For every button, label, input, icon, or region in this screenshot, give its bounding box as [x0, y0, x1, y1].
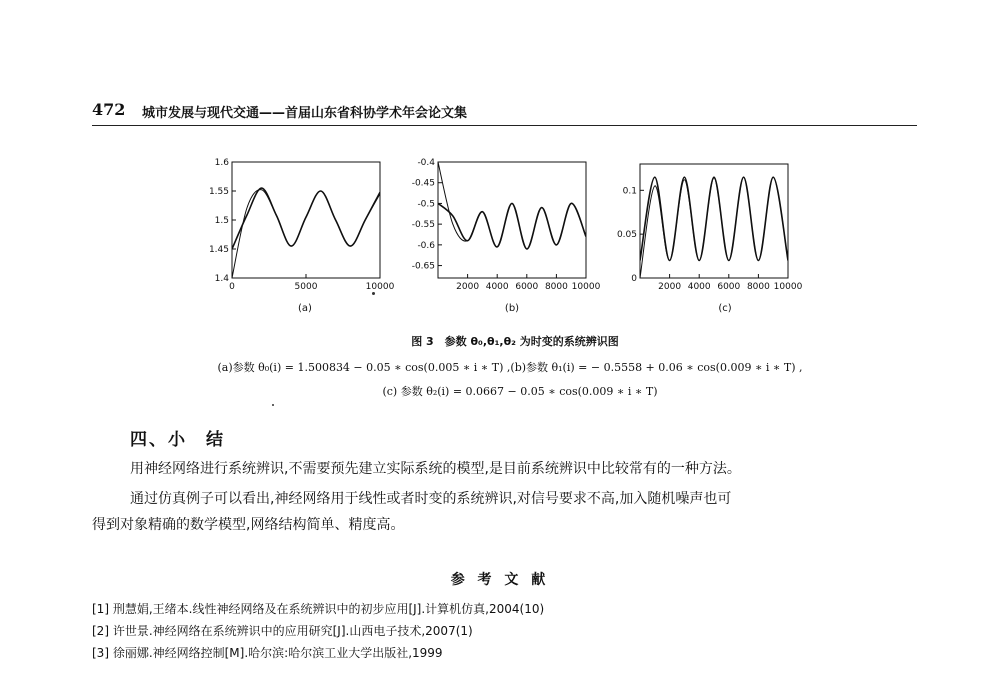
- x-tick-label: 8000: [746, 282, 770, 292]
- panel-label: (a): [298, 303, 312, 314]
- x-tick-label: 4000: [687, 282, 711, 292]
- x-tick-label: 0: [229, 282, 235, 292]
- section-heading: 四、小 结: [130, 430, 225, 450]
- panel-label: (b): [504, 303, 520, 314]
- y-tick-label: 0: [631, 274, 637, 284]
- paragraph-2-line-2: 得到对象精确的数学模型,网络结构简单、精度高。: [92, 517, 405, 533]
- chart-panel-c: [617, 164, 803, 314]
- panel-label: (c): [718, 303, 732, 314]
- series-line-2: [640, 177, 788, 278]
- y-tick-label: 1.4: [214, 274, 229, 284]
- paragraph-1: 用神经网络进行系统辨识,不需要预先建立实际系统的模型,是目前系统辨识中比较常有的一种方法。: [130, 461, 741, 477]
- y-tick-label: -0.4: [417, 158, 435, 168]
- x-tick-label: 10000: [773, 282, 803, 292]
- y-tick-label: 0.1: [622, 186, 637, 197]
- reference-item-3: [3] 徐丽娜.神经网络控制[M].哈尔滨:哈尔滨工业大学出版社,1999: [92, 646, 443, 660]
- series-line-2: [438, 162, 586, 249]
- stray-dot: [372, 292, 375, 295]
- x-tick-label: 6000: [515, 282, 539, 292]
- y-tick-label: -0.45: [411, 178, 435, 189]
- figure-caption-line-2: (c) 参数 θ₂(i) = 0.0667 − 0.05 ∗ cos(0.009 ∗ i ∗ T): [382, 385, 658, 398]
- y-tick-label: 0.05: [616, 230, 637, 241]
- paragraph-2-line-1: 通过仿真例子可以看出,神经网络用于线性或者时变的系统辨识,对信号要求不高,加入随机噪声也可: [130, 491, 732, 507]
- figure-caption-line-1: (a)参数 θ₀(i) = 1.500834 − 0.05 ∗ cos(0.005 ∗ i ∗ T) ,(b)参数 θ₁(i) = − 0.5558 + 0.06 ∗ cos(0.009 ∗ i ∗ T) ,: [217, 361, 803, 374]
- x-tick-label: 4000: [485, 282, 509, 292]
- y-tick-label: -0.5: [417, 199, 435, 210]
- page-number: 472: [92, 100, 126, 119]
- y-tick-label: 1.5: [214, 216, 229, 226]
- x-tick-label: 2000: [456, 282, 480, 292]
- y-tick-label: -0.65: [411, 261, 435, 272]
- x-tick-label: 5000: [294, 282, 318, 292]
- journal-title: 城市发展与现代交通——首届山东省科协学术年会论文集: [142, 106, 468, 121]
- x-tick-label: 10000: [365, 282, 395, 292]
- x-tick-label: 8000: [544, 282, 568, 292]
- y-tick-label: 1.55: [208, 187, 229, 197]
- y-tick-label: 1.6: [214, 158, 229, 168]
- series-line-2: [232, 190, 380, 278]
- plot-frame: [232, 162, 380, 278]
- reference-item-1: [1] 刑慧娟,王绪本.线性神经网络及在系统辨识中的初步应用[J].计算机仿真,2004(10): [92, 602, 545, 616]
- stray-dot: [272, 404, 274, 406]
- plot-frame: [438, 162, 586, 278]
- figure-title: 图 3 参数 θ₀,θ₁,θ₂ 为时变的系统辨识图: [411, 335, 619, 348]
- y-tick-label: 1.45: [208, 245, 229, 255]
- x-tick-label: 10000: [571, 282, 601, 292]
- x-tick-label: 2000: [658, 282, 682, 292]
- chart-panel-b: [412, 158, 601, 314]
- x-tick-label: 6000: [717, 282, 741, 292]
- chart-panel-a: [209, 158, 395, 314]
- figure-3-charts: [0, 0, 1000, 330]
- y-tick-label: -0.55: [411, 220, 435, 231]
- y-tick-label: -0.6: [417, 240, 435, 251]
- reference-item-2: [2] 许世景.神经网络在系统辨识中的应用研究[J].山西电子技术,2007(1): [92, 624, 473, 638]
- series-line-1: [232, 188, 380, 249]
- references-heading: 参 考 文 献: [450, 572, 550, 588]
